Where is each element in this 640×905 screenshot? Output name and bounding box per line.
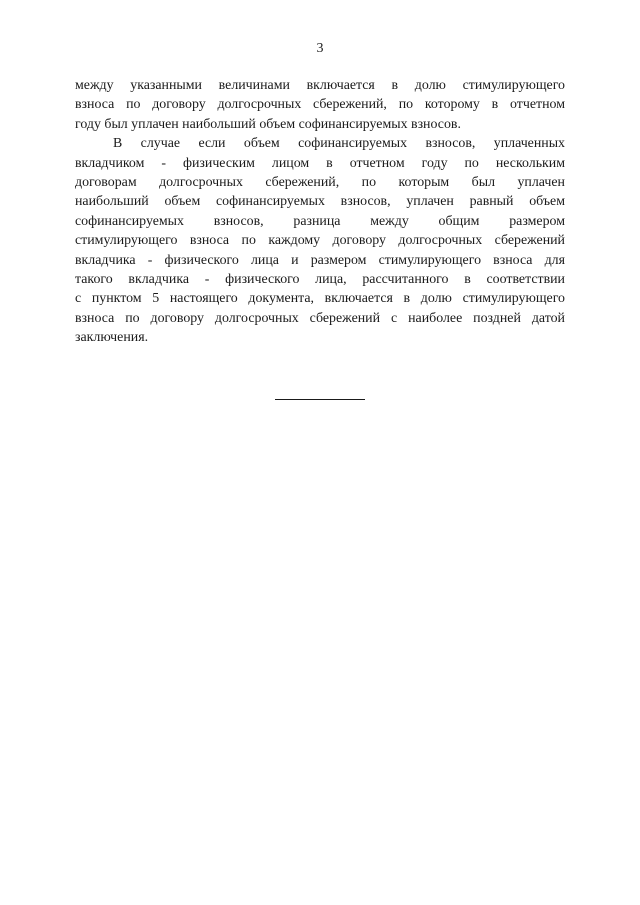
body-text <box>75 76 565 347</box>
text-line: такого вкладчика - физического лица, рассчитанного в соответствии <box>75 271 565 287</box>
text-line: стимулирующего взноса по каждому договору долгосрочных сбережений <box>75 233 565 249</box>
text-line: взноса по договору долгосрочных сбережений, по которому в отчетном <box>75 97 565 113</box>
text-line: заключения. <box>75 330 149 346</box>
text-line: с пунктом 5 настоящего документа, включается в долю стимулирующего <box>75 291 565 307</box>
text-line: между указанными величинами включается в долю стимулирующего <box>75 78 565 93</box>
end-divider <box>275 399 365 400</box>
text-line: вкладчика - физического лица и размером стимулирующего взноса для <box>75 252 565 268</box>
text-line: взноса по договору долгосрочных сбережений с наиболее поздней датой <box>75 310 565 326</box>
text-line: договорам долгосрочных сбережений, по которым был уплачен <box>75 174 565 190</box>
text-line: наибольший объем софинансируемых взносов, уплачен равный объем <box>75 194 565 210</box>
page-number: 3 <box>316 41 324 56</box>
text-line: софинансируемых взносов, разница между общим размером <box>75 213 565 229</box>
text-line: В случае если объем софинансируемых взносов, уплаченных <box>113 136 565 152</box>
text-line: году был уплачен наибольший объем софинансируемых взносов. <box>75 116 461 132</box>
text-line: вкладчиком - физическим лицом в отчетном году по нескольким <box>75 155 565 171</box>
